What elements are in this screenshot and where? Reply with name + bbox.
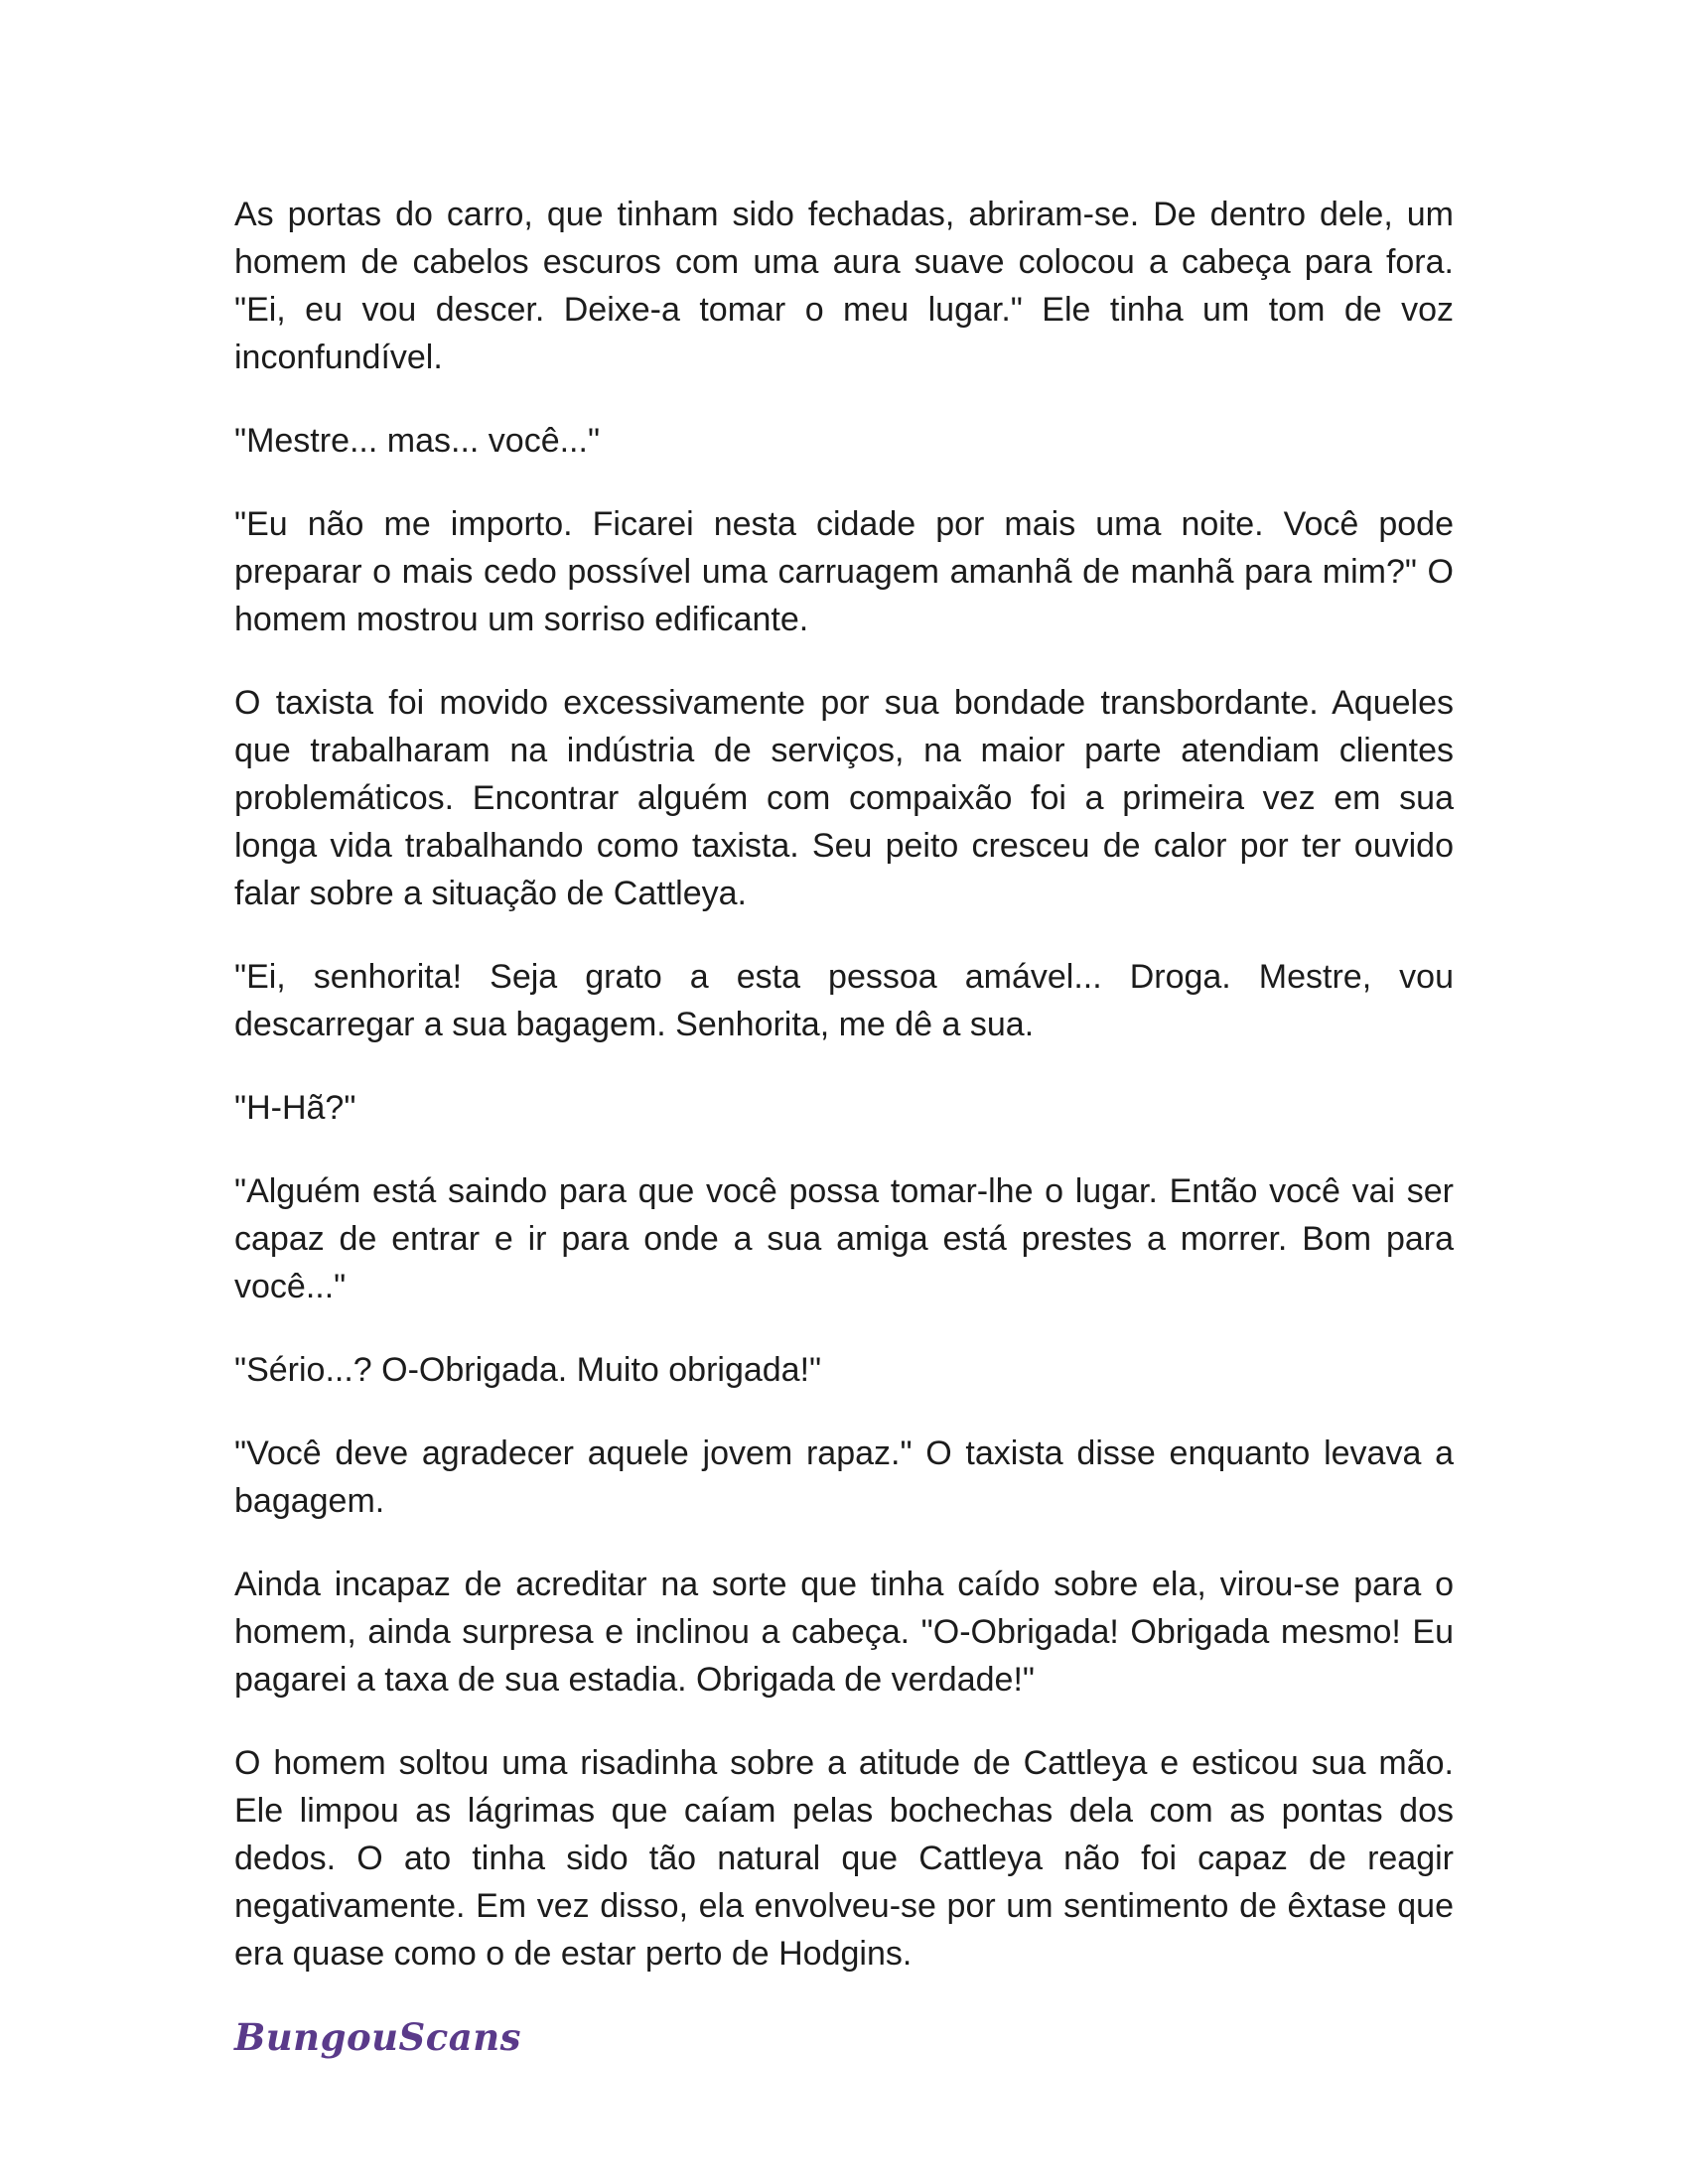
paragraph: "Ei, senhorita! Seja grato a esta pessoa amável... Droga. Mestre, vou descarregar a sua bagagem. Senhorita, me dê a sua. [234, 958, 1454, 1043]
watermark-logo: BungouScans [234, 2015, 521, 2059]
paragraph: O taxista foi movido excessivamente por sua bondade transbordante. Aqueles que trabalharam na indústria de serviços, na maior parte atendiam clientes problemáticos. Encontrar alguém com compaixão foi a primeira vez em sua longa vida trabalhando como taxista. Seu peito cresceu de calor por ter ouvido falar sobre a situação de Cattleya. [234, 684, 1454, 912]
paragraph: "Você deve agradecer aquele jovem rapaz." O taxista disse enquanto levava a bagagem. [234, 1434, 1454, 1520]
document-page [234, 191, 1454, 2061]
paragraph: "Alguém está saindo para que você possa tomar-lhe o lugar. Então você vai ser capaz de entrar e ir para onde a sua amiga está prestes a morrer. Bom para você..." [234, 1172, 1454, 1305]
paragraph: O homem soltou uma risadinha sobre a atitude de Cattleya e esticou sua mão. Ele limpou as lágrimas que caíam pelas bochechas dela com as pontas dos dedos. O ato tinha sido tão natural que Cattleya não foi capaz de reagir negativamente. Em vez disso, ela envolveu-se por um sentimento de êxtase que era quase como o de estar perto de Hodgins. [234, 1744, 1454, 1973]
paragraph: Ainda incapaz de acreditar na sorte que tinha caído sobre ela, virou-se para o homem, ainda surpresa e inclinou a cabeça. "O-Obrigada! Obrigada mesmo! Eu pagarei a taxa de sua estadia. Obrigada de verdade!" [234, 1566, 1454, 1699]
paragraph: "Mestre... mas... você..." [234, 422, 601, 460]
paragraph: As portas do carro, que tinham sido fechadas, abriram-se. De dentro dele, um homem de cabelos escuros com uma aura suave colocou a cabeça para fora. "Ei, eu vou descer. Deixe-a tomar o meu lugar." Ele tinha um tom de voz inconfundível. [234, 196, 1454, 376]
paragraph: "Eu não me importo. Ficarei nesta cidade por mais uma noite. Você pode preparar o mais cedo possível uma carruagem amanhã de manhã para mim?" O homem mostrou um sorriso edificante. [234, 505, 1454, 638]
paragraph: "H-Hã?" [234, 1089, 356, 1127]
paragraph: "Sério...? O-Obrigada. Muito obrigada!" [234, 1351, 822, 1389]
